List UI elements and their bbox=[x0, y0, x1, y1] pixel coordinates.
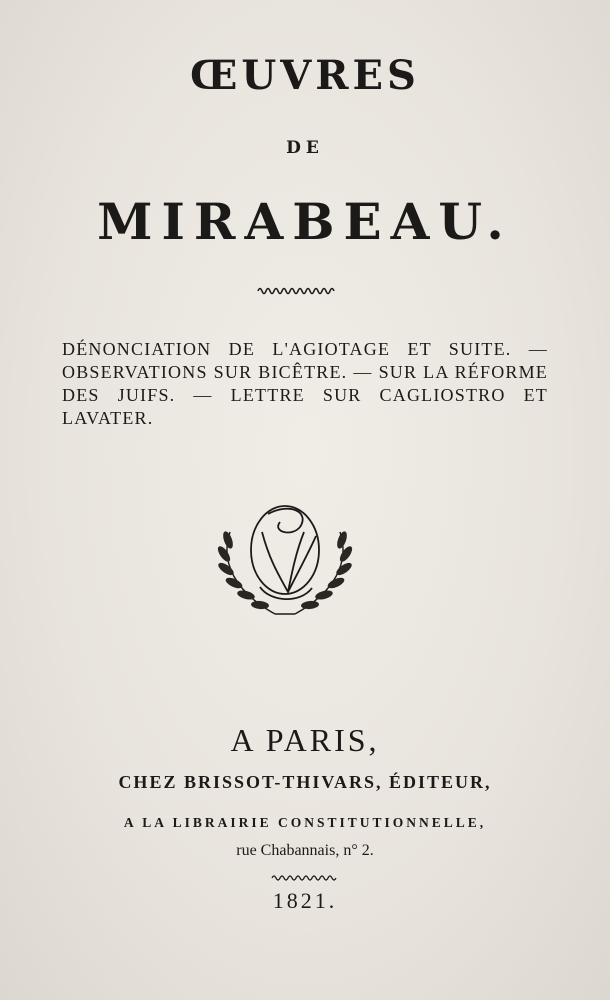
imprint-library: A LA LIBRAIRIE CONSTITUTIONNELLE, bbox=[123, 815, 487, 830]
works-heading: ŒUVRES bbox=[190, 52, 420, 99]
monogram-laurel-wreath-icon bbox=[200, 492, 370, 632]
publication-year: 1821. bbox=[272, 888, 338, 913]
wavy-rule-icon bbox=[0, 283, 610, 299]
imprint-address: rue Chabannais, n° 2. bbox=[236, 842, 374, 859]
preposition-de: DE bbox=[286, 138, 324, 158]
contents-list: DÉNONCIATION DE L'AGIOTAGE ET SUITE. — OBSERVATIONS SUR BICÊTRE. — SUR LA RÉFORME DES JUIFS. — LETTRE SUR CAGLIOSTRO ET LAVATER. bbox=[62, 339, 548, 428]
author-name: MIRABEAU. bbox=[97, 192, 513, 251]
imprint-city: A PARIS, bbox=[230, 722, 380, 758]
imprint-publisher: CHEZ BRISSOT-THIVARS, ÉDITEUR, bbox=[118, 772, 492, 792]
wavy-rule-icon bbox=[0, 872, 610, 884]
